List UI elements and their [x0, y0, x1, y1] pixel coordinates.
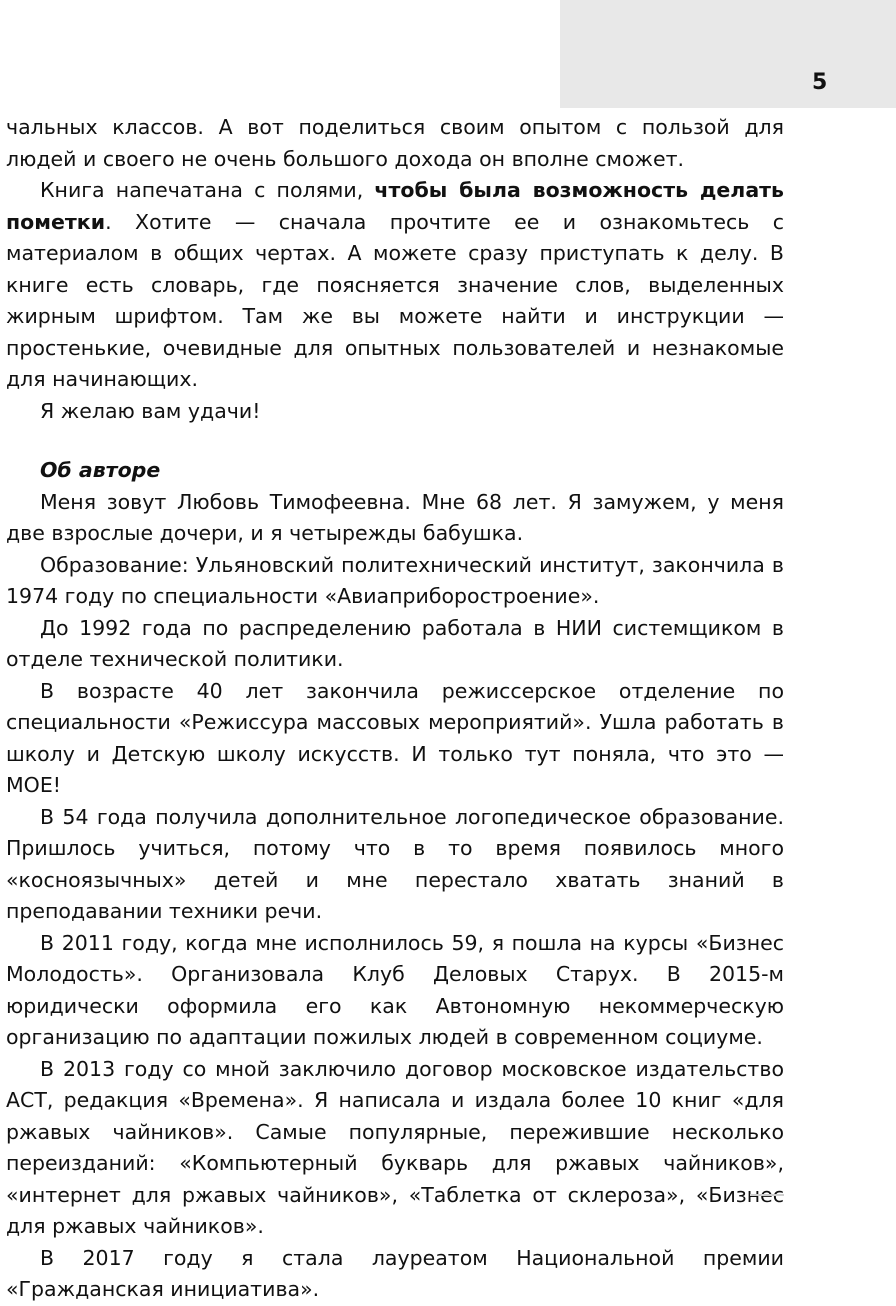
about-paragraph: В 2017 году я стала лауреатом Национальной премии «Гражданская инициатива».: [6, 1245, 784, 1301]
page-edge-mark: [750, 1194, 784, 1202]
intro-paragraph-2-bold: чтобы была возможность делать пометки: [6, 178, 784, 234]
about-paragraph: До 1992 года по распределению работала в НИИ системщиком в отделе технической политики.: [6, 615, 784, 671]
page-body: [6, 112, 784, 1306]
about-paragraph: В 54 года получила дополнительное логопедическое образование. Пришлось учиться, потому что в то время появилось много «косноязычных» детей и мне перестало хватать знаний в преподавании техники речи.: [6, 804, 784, 923]
page-corner-tab: [560, 0, 896, 108]
about-paragraph: Образование: Ульяновский политехнический институт, закончила в 1974 году по специальности «Авиаприборостроение».: [6, 552, 784, 608]
about-paragraph: В 2011 году, когда мне исполнилось 59, я пошла на курсы «Бизнес Молодость». Организовала Клуб Деловых Старух. В 2015-м юридически оформила его как Автономную некоммерческую организацию по адаптации пожилых людей в современном социуме.: [6, 930, 784, 1049]
section-heading-about: Об авторе: [40, 458, 161, 482]
intro-paragraph-3: Я желаю вам удачи!: [40, 398, 261, 423]
page-number: 5: [812, 70, 828, 95]
intro-paragraph-2-end: . Хотите — сначала прочтите ее и ознакомьтесь с материалом в общих чертах. А можете сразу приступать к делу. В книге есть словарь, где поясняется значение слов, выделенных жирным шрифтом. Там же вы можете найти и инструкции — простенькие, очевидные для опытных пользователей и незнакомые для начинающих.: [6, 209, 784, 391]
about-paragraph: В 2013 году со мной заключило договор московское издательство АСТ, редакция «Времена». Я написала и издала более 10 книг «для ржавых чайников». Самые популярные, пережившие несколько переизданий: «Компьютерный букварь для ржавых чайников», «интернет для ржавых чайников», «Таблетка от склероза», «Бизнес для ржавых чайников».: [6, 1056, 784, 1238]
intro-paragraph-2: [6, 175, 784, 396]
intro-paragraph-2-start: Книга напечатана с полями,: [40, 178, 375, 202]
about-paragraph: Меня зовут Любовь Тимофеевна. Мне 68 лет. Я замужем, у меня две взрослые дочери, и я четырежды бабушка.: [6, 489, 784, 545]
intro-paragraph-1: чальных классов. А вот поделиться своим опытом с пользой для людей и своего не очень большого дохода он вполне сможет.: [6, 115, 784, 171]
about-paragraph: В возрасте 40 лет закончила режиссерское отделение по специальности «Режиссура массовых мероприятий». Ушла работать в школу и Детскую школу искусств. И только тут поняла, что это — МОЕ!: [6, 678, 784, 797]
